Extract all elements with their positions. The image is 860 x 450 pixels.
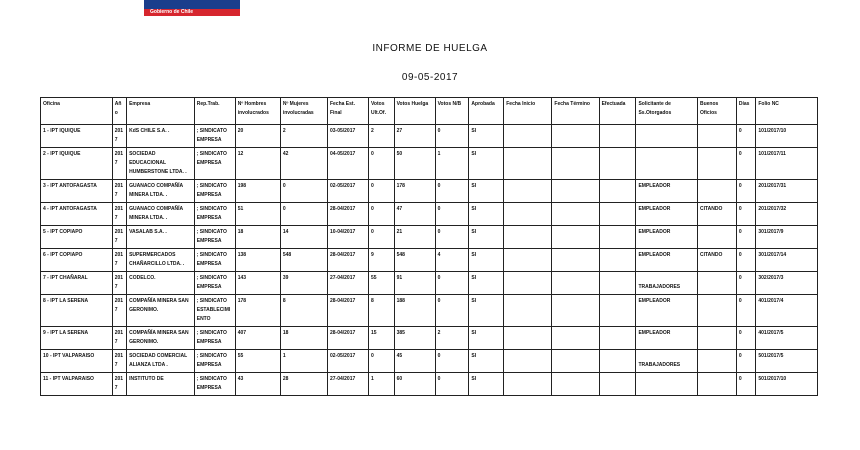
table-cell: 4 - IPT ANTOFAGASTA [41, 203, 113, 226]
table-cell [504, 295, 552, 327]
table-cell: 91 [394, 272, 435, 295]
table-cell [599, 203, 636, 226]
table-cell [504, 249, 552, 272]
table-cell: 7 - IPT CHAÑARAL [41, 272, 113, 295]
table-cell: COMPAÑÍA MINERA SAN GERONIMO. [127, 295, 195, 327]
table-cell: 0 [368, 203, 394, 226]
table-cell: 9 [368, 249, 394, 272]
column-header: Fecha Inicio [504, 98, 552, 125]
table-cell: 385 [394, 327, 435, 350]
table-cell [697, 180, 736, 203]
table-cell: SI [469, 295, 504, 327]
table-cell [504, 203, 552, 226]
table-row [41, 180, 818, 203]
logo-text: Gobierno de Chile [150, 9, 194, 15]
table-cell: 0 [368, 226, 394, 249]
table-cell: SI [469, 148, 504, 180]
table-cell: 8 - IPT LA SERENA [41, 295, 113, 327]
table-cell [636, 125, 698, 148]
table-cell [552, 180, 599, 203]
table-cell: GUANACO COMPAÑÍA MINERA LTDA. . [127, 203, 195, 226]
table-cell [697, 272, 736, 295]
table-cell: 0 [368, 148, 394, 180]
table-cell: 0 [435, 373, 469, 396]
table-cell [599, 226, 636, 249]
column-header: Votos N/B [435, 98, 469, 125]
table-cell: 0 [736, 249, 755, 272]
column-header: Efectuada [599, 98, 636, 125]
table-cell: SI [469, 327, 504, 350]
table-cell: 198 [235, 180, 280, 203]
report-title: INFORME DE HUELGA [372, 43, 488, 54]
table-cell: 60 [394, 373, 435, 396]
table-row [41, 249, 818, 272]
table-cell: 43 [235, 373, 280, 396]
table-cell: 04-05/2017 [327, 148, 368, 180]
column-header: Empresa [127, 98, 195, 125]
table-cell: 20 [235, 125, 280, 148]
table-cell: ; SINDICATO EMPRESA [194, 272, 235, 295]
table-cell: SI [469, 180, 504, 203]
table-cell [697, 148, 736, 180]
table-cell: 2017 [112, 350, 126, 373]
table-cell: 14 [280, 226, 327, 249]
table-cell [504, 125, 552, 148]
table-cell: ; SINDICATO EMPRESA [194, 125, 235, 148]
table-cell: 55 [368, 272, 394, 295]
table-cell: ; SINDICATO EMPRESA [194, 249, 235, 272]
table-cell: 39 [280, 272, 327, 295]
column-header: Votos Ult.Of. [368, 98, 394, 125]
table-cell: SI [469, 350, 504, 373]
table-cell: ; SINDICATO EMPRESA [194, 180, 235, 203]
table-cell [697, 226, 736, 249]
table-cell: TRABAJADORES [636, 272, 698, 295]
table-cell [599, 180, 636, 203]
table-cell: SI [469, 226, 504, 249]
table-cell: 401/2017/5 [756, 327, 818, 350]
table-cell: 201/2017/31 [756, 180, 818, 203]
table-cell: 407 [235, 327, 280, 350]
table-cell: 0 [435, 272, 469, 295]
table-cell: 28-04/2017 [327, 249, 368, 272]
table-cell: 50 [394, 148, 435, 180]
table-cell: 2 [368, 125, 394, 148]
table-cell: 2017 [112, 148, 126, 180]
table-cell: 0 [736, 226, 755, 249]
column-header: Nº Hombres involucrados [235, 98, 280, 125]
strike-report-table [40, 97, 818, 396]
table-cell: 0 [736, 180, 755, 203]
column-header: Fecha Término [552, 98, 599, 125]
table-cell [504, 350, 552, 373]
table-cell: 9 - IPT LA SERENA [41, 327, 113, 350]
table-cell: 3 - IPT ANTOFAGASTA [41, 180, 113, 203]
table-cell [504, 373, 552, 396]
table-cell: 0 [368, 350, 394, 373]
table-cell: 28-04/2017 [327, 203, 368, 226]
table-cell: SI [469, 373, 504, 396]
table-cell: 501/2017/5 [756, 350, 818, 373]
column-header: Solicitante de Ss.Otorgados [636, 98, 698, 125]
table-cell: 0 [435, 180, 469, 203]
table-cell: CITANDO [697, 249, 736, 272]
table-cell [599, 249, 636, 272]
table-cell: CODELCO. [127, 272, 195, 295]
table-cell: 188 [394, 295, 435, 327]
report-date: 09-05-2017 [401, 72, 459, 83]
table-cell: 2017 [112, 272, 126, 295]
table-cell: 42 [280, 148, 327, 180]
table-cell: 02-05/2017 [327, 180, 368, 203]
table-cell: ; SINDICATO EMPRESA [194, 373, 235, 396]
table-cell [697, 295, 736, 327]
column-header: Buenos Oficios [697, 98, 736, 125]
table-cell: SI [469, 125, 504, 148]
column-header: Fecha Est. Final [327, 98, 368, 125]
table-cell [599, 148, 636, 180]
table-cell [504, 148, 552, 180]
table-cell [697, 125, 736, 148]
table-cell [552, 272, 599, 295]
table-cell: 201/2017/32 [756, 203, 818, 226]
table-cell [552, 148, 599, 180]
table-cell [636, 148, 698, 180]
table-cell: INSTITUTO DE [127, 373, 195, 396]
column-header: Nº Mujeres involucradas [280, 98, 327, 125]
table-cell: 2017 [112, 249, 126, 272]
table-cell: 178 [394, 180, 435, 203]
table-cell: 27-04/2017 [327, 272, 368, 295]
table-cell [697, 373, 736, 396]
column-header: Aprobada [469, 98, 504, 125]
table-cell: 2 - IPT IQUIQUE [41, 148, 113, 180]
table-cell: 2 [280, 125, 327, 148]
table-cell [636, 373, 698, 396]
table-cell: CITANDO [697, 203, 736, 226]
table-cell: EMPLEADOR [636, 226, 698, 249]
table-cell: 6 - IPT COPIAPO [41, 249, 113, 272]
table-cell [504, 272, 552, 295]
table-row [41, 272, 818, 295]
table-cell: 02-05/2017 [327, 350, 368, 373]
table-cell: 8 [368, 295, 394, 327]
table-cell: VASALAB S.A. . [127, 226, 195, 249]
table-cell: ; SINDICATO EMPRESA [194, 226, 235, 249]
table-cell [697, 327, 736, 350]
table-cell: EMPLEADOR [636, 203, 698, 226]
table-cell: 0 [435, 125, 469, 148]
table-cell: ; SINDICATO ESTABLECIMIENTO [194, 295, 235, 327]
table-cell: 18 [235, 226, 280, 249]
table-cell: 301/2017/9 [756, 226, 818, 249]
table-cell: 2017 [112, 327, 126, 350]
table-cell: SI [469, 272, 504, 295]
table-cell [552, 226, 599, 249]
table-cell: 0 [736, 350, 755, 373]
table-cell: 138 [235, 249, 280, 272]
table-cell: 03-05/2017 [327, 125, 368, 148]
table-cell [552, 203, 599, 226]
table-cell: 143 [235, 272, 280, 295]
table-row [41, 148, 818, 180]
table-cell [552, 350, 599, 373]
table-cell: EMPLEADOR [636, 295, 698, 327]
table-cell [552, 295, 599, 327]
table-cell: GUANACO COMPAÑÍA MINERA LTDA. . [127, 180, 195, 203]
table-cell: 2017 [112, 203, 126, 226]
table-cell [697, 350, 736, 373]
table-cell [599, 350, 636, 373]
table-cell: 2017 [112, 226, 126, 249]
table-row [41, 203, 818, 226]
table-cell: ; SINDICATO EMPRESA [194, 148, 235, 180]
table-cell: 8 [280, 295, 327, 327]
table-cell: 301/2017/14 [756, 249, 818, 272]
table-cell: SI [469, 203, 504, 226]
table-cell: 1 [368, 373, 394, 396]
table-cell [552, 373, 599, 396]
table-cell: 1 [280, 350, 327, 373]
table-cell [599, 327, 636, 350]
column-header: Días [736, 98, 755, 125]
table-cell: 2017 [112, 180, 126, 203]
table-cell: 2017 [112, 125, 126, 148]
table-cell [599, 272, 636, 295]
table-cell: 27 [394, 125, 435, 148]
column-header: Folio NC [756, 98, 818, 125]
table-cell: SUPERMERCADOS CHAÑARCILLO LTDA. . [127, 249, 195, 272]
table-cell: 0 [280, 203, 327, 226]
table-row [41, 125, 818, 148]
table-cell: ; SINDICATO EMPRESA [194, 327, 235, 350]
column-header: Oficina [41, 98, 113, 125]
table-cell: 10-04/2017 [327, 226, 368, 249]
table-cell: 0 [435, 226, 469, 249]
table-cell: 2017 [112, 373, 126, 396]
table-cell: 10 - IPT VALPARAISO [41, 350, 113, 373]
table-cell [599, 295, 636, 327]
table-cell: ; SINDICATO EMPRESA [194, 203, 235, 226]
table-cell: SI [469, 249, 504, 272]
table-cell [504, 327, 552, 350]
table-cell: 101/2017/11 [756, 148, 818, 180]
table-cell: EMPLEADOR [636, 180, 698, 203]
table-cell: 45 [394, 350, 435, 373]
table-cell [552, 125, 599, 148]
table-row [41, 226, 818, 249]
table-row [41, 350, 818, 373]
table-cell [504, 226, 552, 249]
table-cell: 51 [235, 203, 280, 226]
table-cell: 0 [280, 180, 327, 203]
table-cell: 2 [435, 327, 469, 350]
table-cell [504, 180, 552, 203]
table-cell: 0 [368, 180, 394, 203]
column-header: Año [112, 98, 126, 125]
table-cell: ; SINDICATO EMPRESA [194, 350, 235, 373]
table-row [41, 373, 818, 396]
table-cell: 11 - IPT VALPARAISO [41, 373, 113, 396]
table-cell: 27-04/2017 [327, 373, 368, 396]
table-cell: 0 [736, 373, 755, 396]
table-cell: 302/2017/3 [756, 272, 818, 295]
table-cell: 1 [435, 148, 469, 180]
column-header: Rep.Trab. [194, 98, 235, 125]
table-cell: 0 [736, 295, 755, 327]
table-cell: EMPLEADOR [636, 249, 698, 272]
table-cell: 5 - IPT COPIAPO [41, 226, 113, 249]
table-cell: SOCIEDAD COMERCIAL ALIANZA LTDA . [127, 350, 195, 373]
table-cell: KdS CHILE S.A. . [127, 125, 195, 148]
table-cell [599, 125, 636, 148]
table-cell: 401/2017/4 [756, 295, 818, 327]
table-header-row [41, 98, 818, 125]
table-cell: 0 [736, 203, 755, 226]
table-cell: 28 [280, 373, 327, 396]
gobierno-logo [144, 0, 240, 16]
table-row [41, 295, 818, 327]
table-cell: 15 [368, 327, 394, 350]
table-cell: 12 [235, 148, 280, 180]
table-cell: 501/2017/10 [756, 373, 818, 396]
table-cell: 0 [736, 327, 755, 350]
table-cell: 0 [435, 295, 469, 327]
table-cell [599, 373, 636, 396]
table-cell: 28-04/2017 [327, 295, 368, 327]
table-cell: 0 [736, 148, 755, 180]
table-cell: 548 [280, 249, 327, 272]
table-cell: 101/2017/10 [756, 125, 818, 148]
table-cell: COMPAÑÍA MINERA SAN GERONIMO. [127, 327, 195, 350]
table-cell: 1 - IPT IQUIQUE [41, 125, 113, 148]
table-cell: SOCIEDAD EDUCACIONAL HUMBERSTONE LTDA. . [127, 148, 195, 180]
table-cell: 2017 [112, 295, 126, 327]
column-header: Votos Huelga [394, 98, 435, 125]
table-cell: 47 [394, 203, 435, 226]
table-cell: 4 [435, 249, 469, 272]
table-cell: 548 [394, 249, 435, 272]
table-cell: 0 [736, 272, 755, 295]
table-cell [552, 327, 599, 350]
table-cell: 178 [235, 295, 280, 327]
table-cell: 18 [280, 327, 327, 350]
table-cell: 28-04/2017 [327, 327, 368, 350]
table-cell: TRABAJADORES [636, 350, 698, 373]
table-row [41, 327, 818, 350]
table-cell: 55 [235, 350, 280, 373]
table-cell: EMPLEADOR [636, 327, 698, 350]
table-cell: 21 [394, 226, 435, 249]
table-cell: 0 [435, 203, 469, 226]
table-cell: 0 [736, 125, 755, 148]
table-cell: 0 [435, 350, 469, 373]
table-cell [552, 249, 599, 272]
